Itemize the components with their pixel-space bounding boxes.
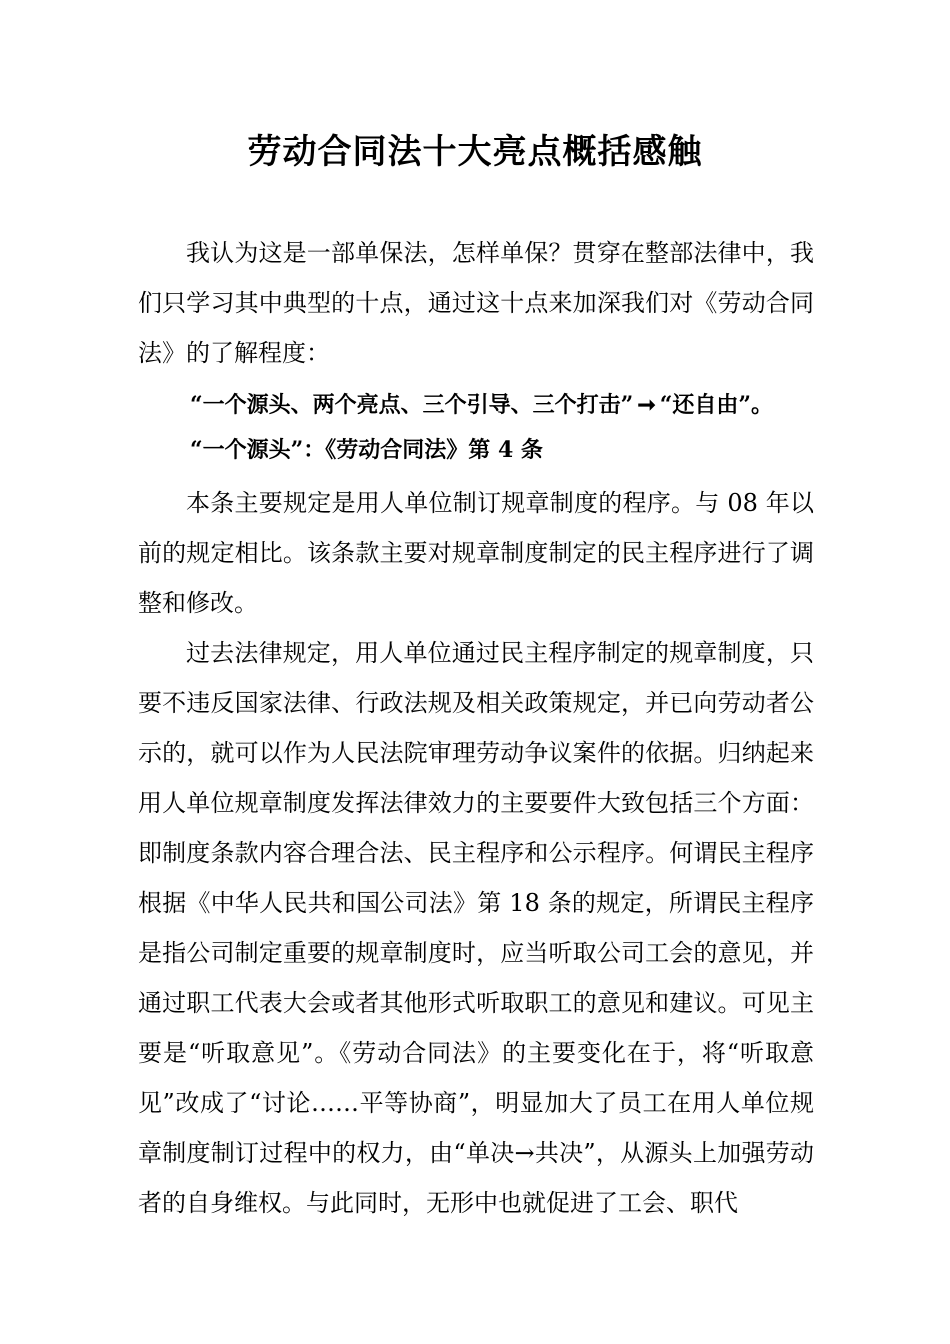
section-heading: “一个源头”：《劳动合同法》第 4 条 — [190, 437, 543, 463]
key-points-right: “还自由”。 — [659, 392, 774, 418]
intro-paragraph: 我认为这是一部单保法，怎样单保？贯穿在整部法律中，我们只学习其中典型的十点，通过这十点来加深我们对《劳动合同法》的了解程度： — [138, 239, 814, 367]
body-paragraph-2: 过去法律规定，用人单位通过民主程序制定的规章制度，只要不违反国家法律、行政法规及相关政策规定，并已向劳动者公示的，就可以作为人民法院审理劳动争议案件的依据。归纳起来用人单位规章制度发挥法律效力的主要要件大致包括三个方面：即制度条款内容合理合法、民主程序和公示程序。何谓民主程序根据《中华人民共和国公司法》第 18 条的规定，所谓民主程序是指公司制定重要的规章制度时，应当听取公司工会的意见，并通过职工代表大会或者其他形式听取职工的意见和建议。可见主要是“听取意见”。《劳动合同法》的主要变化在于，将“听取意见”改成了“讨论……平等协商”，明显加大了员工在用人单位规章制度制订过程中的权力，由“单决→共决”，从源头上加强劳动者的自身维权。与此同时，无形中也就促进了工会、职代 — [138, 639, 814, 1217]
key-points-line — [190, 385, 830, 425]
key-points-left: “一个源头、两个亮点、三个引导、三个打击” — [190, 392, 634, 418]
body-paragraph-1: 本条主要规定是用人单位制订规章制度的程序。与 08 年以前的规定相比。该条款主要对规章制度制定的民主程序进行了调整和修改。 — [138, 489, 814, 617]
document-title: 劳动合同法十大亮点概括感触 — [247, 132, 703, 172]
arrow-right-icon: ➞ — [637, 392, 656, 418]
